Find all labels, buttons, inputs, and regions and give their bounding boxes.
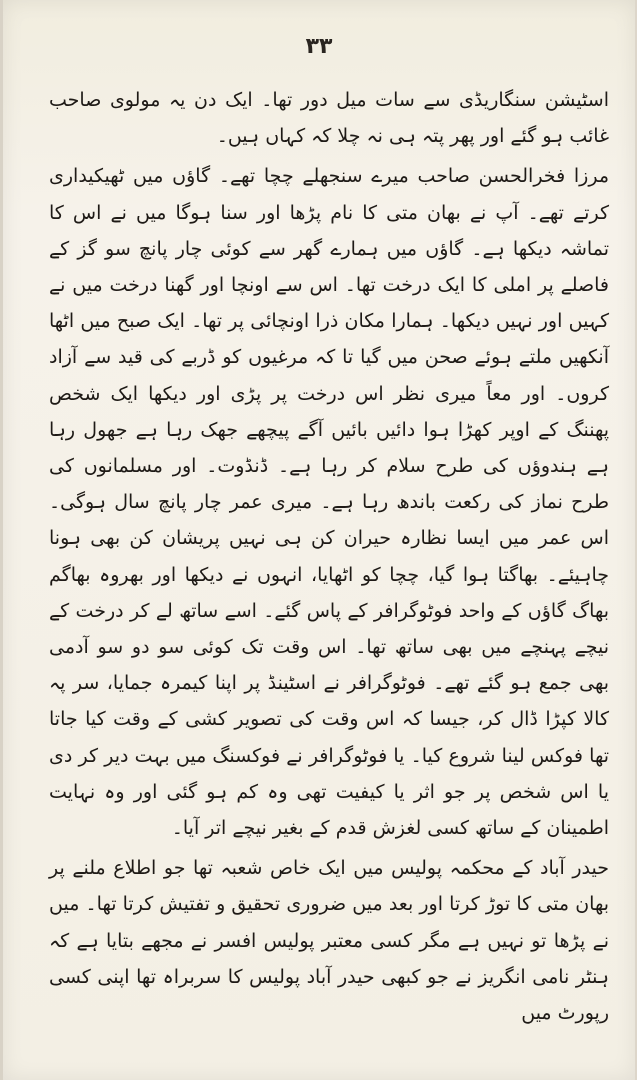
paragraph-2: مرزا فخرالحسن صاحب میرے سنجھلے چچا تھے۔ گاؤں میں ٹھیکیداری کرتے تھے۔ آپ نے بھان متی کا نام پڑھا اور سنا ہوگا میں نے اس کا تماشہ دیکھا ہے۔ گاؤں میں ہمارے گھر سے کوئی چار پانچ سو گز کے فاصلے پر املی کا ایک درخت تھا۔ اس سے اونچا اور گھنا درخت میں نے کہیں اور نہیں دیکھا۔ ہمارا مکان ذرا اونچائی پر تھا۔ ایک صبح میں اٹھا آنکھیں ملتے ہوئے صحن میں گیا تا کہ مرغیوں کو ڈربے کی قید سے آزاد کروں۔ اور معاً میری نظر اس درخت پر پڑی اور دیکھا ایک شخص پھننگ کے اوپر کھڑا ہوا دائیں بائیں آگے پیچھے جھک رہا ہے جھول رہا ہے ہندوؤں کی طرح سلام کر رہا ہے۔ ڈنڈوت۔ اور مسلمانوں کی طرح نماز کی رکعت باندھ رہا ہے۔ میری عمر چار پانچ سال ہوگی۔ اس عمر میں ایسا نظارہ حیران کن ہی نہیں پریشان کن بھی ہونا چاہیئے۔ بھاگتا ہوا گیا، چچا کو اٹھایا، انہوں نے دیکھا اور بھروہ بھاگم بھاگ گاؤں کے واحد فوٹوگرافر کے پاس گئے۔ اسے ساتھ لے کر درخت کے نیچے پہنچے میں بھی ساتھ تھا۔ اس وقت تک کوئی سو دو سو آدمی بھی جمع ہو گئے تھے۔ فوٹوگرافر نے اسٹینڈ پر اپنا کیمرہ جمایا، سر پہ کالا کپڑا ڈال کر، جیسا کہ اس وقت کی تصویر کشی کے وقت کیا جاتا تھا فوکس لینا شروع کیا۔ یا فوٹوگرافر نے فوکسنگ میں بہت دیر کر دی یا اس شخص پر جو اثر یا کیفیت تھی وہ کم ہو گئی اور وہ نہایت اطمینان کے ساتھ کسی لغزش قدم کے بغیر نیچے اتر آیا۔ <box>49 165 609 840</box>
page-number: ۳۳ <box>305 34 333 59</box>
paragraph-3: حیدر آباد کے محکمہ پولیس میں ایک خاص شعبہ تھا جو اطلاع ملنے پر بھان متی کا توڑ کرتا اور بعد میں ضروری تحقیق و تفتیش کرتا تھا۔ میں نے پڑھا تو نہیں ہے مگر کسی معتبر پولیس افسر نے مجھے بتایا ہے کہ ہنٹر نامی انگریز نے جو کبھی حیدر آباد پولیس کا سربراہ تھا اپنی کسی رپورٹ میں <box>49 857 609 1025</box>
paragraph-1: اسٹیشن سنگاریڈی سے سات میل دور تھا۔ ایک دن یہ مولوی صاحب غائب ہو گئے اور پھر پتہ ہی نہ چلا کہ کہاں ہیں۔ <box>49 89 609 148</box>
page-body <box>49 82 609 1031</box>
